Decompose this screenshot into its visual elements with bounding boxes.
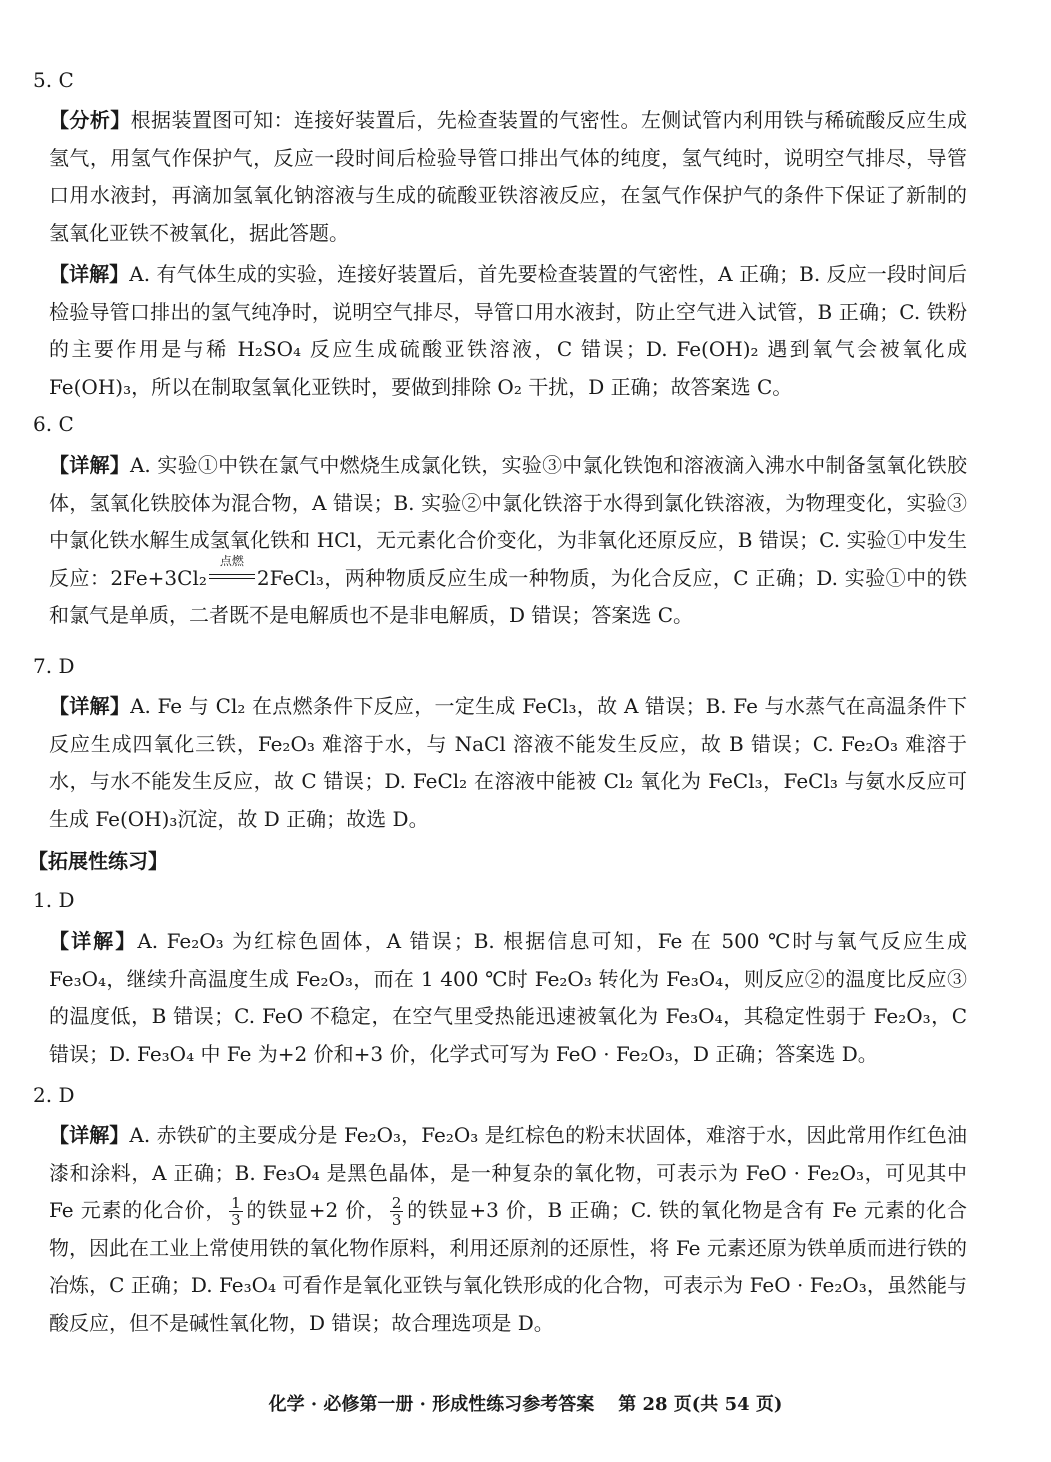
question-6-detail	[49, 447, 967, 635]
question-7-number: 7. D	[33, 654, 75, 678]
analysis-text: 根据装置图可知：连接好装置后，先检查装置的气密性。左侧试管内利用铁与稀硫酸反应生成氢气，用氢气作保护气，反应一段时间后检验导管口排出气体的纯度，氢气纯时，说明空气排尽，导管口用水液封，再滴加氢氧化钠溶液与生成的硫酸亚铁溶液反应，在氢气作保护气的条件下保证了新制的氢氧化亚铁不被氧化，据此答题。	[49, 108, 968, 245]
detail-text: A. Fe 与 Cl₂ 在点燃条件下反应，一定生成 FeCl₃，故 A 错误；B. Fe 与水蒸气在高温条件下反应生成四氧化三铁，Fe₂O₃ 难溶于水，与 NaCl 溶液不能发生反应，故 B 错误；C. Fe₂O₃ 难溶于水，与水不能发生反应，故 C 错误；D. FeCl₂ 在溶液中能被 Cl₂ 氧化为 FeCl₃，FeCl₃ 与氨水反应可生成 Fe(OH)₃沉淀，故 D 正确；故选 D。	[49, 694, 967, 831]
detail-tag: 【详解】	[49, 453, 130, 477]
analysis-tag: 【分析】	[49, 108, 131, 132]
fraction-numerator: 2	[391, 1194, 402, 1212]
page-footer	[0, 1393, 1051, 1417]
detail-tag: 【详解】	[49, 694, 131, 718]
exercise-1-detail	[49, 923, 967, 1073]
question-5-analysis	[49, 102, 967, 252]
detail-text-cont: 的铁显+2 价，	[245, 1198, 387, 1222]
detail-text: A. 实验①中铁在氯气中燃烧生成氯化铁，实验③中氯化铁饱和溶液滴入沸水中制备氢氧化铁胶体，氢氧化铁胶体为混合物，A 错误；B. 实验②中氯化铁溶于水得到氯化铁溶液，为物理变化，实验③中氯化铁水解生成氢氧化铁和 HCl，无元素化合价变化，为非氧化还原反应，B 错误；C. 实验①中发生反应：2Fe+3Cl₂	[49, 453, 967, 590]
reaction-condition	[207, 553, 257, 585]
question-5-detail	[49, 256, 967, 406]
detail-text: A. 赤铁矿的主要成分是 Fe₂O₃，Fe₂O₃ 是红棕色的粉末状固体，难溶于水，因此常用作红色油漆和涂料，A 正确；B. Fe₃O₄ 是黑色晶体，是一种复杂的氧化物，可表示为 FeO · Fe₂O₃，可见其中 Fe 元素的化合价，	[49, 1123, 968, 1222]
equals-sign	[209, 574, 255, 579]
detail-tag: 【详解】	[49, 929, 138, 953]
fraction-numerator: 1	[231, 1194, 241, 1212]
fraction-one-third	[229, 1195, 243, 1228]
question-6-number: 6. C	[33, 412, 74, 436]
detail-text: A. Fe₂O₃ 为红棕色固体，A 错误；B. 根据信息可知，Fe 在 500 ℃时与氧气反应生成 Fe₃O₄，继续升高温度生成 Fe₂O₃，而在 1 400 ℃时 Fe₂O₃ 转化为 Fe₃O₄，则反应②的温度比反应③的温度低，B 错误；C. FeO 不稳定，在空气里受热能迅速被氧化为 Fe₃O₄，其稳定性弱于 Fe₂O₃，C 错误；D. Fe₃O₄ 中 Fe 为+2 价和+3 价，化学式可写为 FeO · Fe₂O₃，D 正确；答案选 D。	[49, 929, 967, 1066]
condition-label: 点燃	[219, 553, 244, 568]
question-5-number: 5. C	[33, 68, 74, 92]
fraction-denominator: 3	[391, 1211, 402, 1229]
page-number: 第 28 页(共 54 页)	[618, 1394, 783, 1415]
detail-text-cont: 2FeCl₃，两种物质反应生成一种物质，为化合反应，C 正确；D. 实验①中的铁和氯气是单质，二者既不是电解质也不是非电解质，D 错误；答案选 C。	[49, 565, 968, 627]
fraction-two-thirds	[390, 1195, 404, 1228]
section-title: 【拓展性练习】	[28, 849, 168, 873]
detail-text-end: 的铁显+3 价，B 正确；C. 铁的氧化物是含有 Fe 元素的化合物，因此在工业上常使用铁的氧化物作原料，利用还原剂的还原性，将 Fe 元素还原为铁单质而进行铁的冶炼，C 正确；D. Fe₃O₄ 可看作是氧化亚铁与氧化铁形成的化合物，可表示为 FeO · Fe₂O₃，虽然能与酸反应，但不是碱性氧化物，D 错误；故合理选项是 D。	[49, 1198, 967, 1335]
footer-book-title: 化学 · 必修第一册 · 形成性练习参考答案	[268, 1394, 595, 1415]
exercise-1-number: 1. D	[33, 888, 75, 912]
detail-tag: 【详解】	[49, 262, 130, 286]
question-7-detail	[49, 688, 967, 838]
exercise-2-detail	[49, 1117, 967, 1342]
detail-text: A. 有气体生成的实验，连接好装置后，首先要检查装置的气密性，A 正确；B. 反应一段时间后检验导管口排出的氢气纯净时，说明空气排尽，导管口用水液封，防止空气进入试管，B 正确；C. 铁粉的主要作用是与稀 H₂SO₄ 反应生成硫酸亚铁溶液，C 错误；D. Fe(OH)₂ 遇到氧气会被氧化成 Fe(OH)₃，所以在制取氢氧化亚铁时，要做到排除 O₂ 干扰，D 正确；故答案选 C。	[49, 262, 968, 399]
fraction-denominator: 3	[231, 1211, 241, 1229]
exercise-2-number: 2. D	[33, 1083, 75, 1107]
detail-tag: 【详解】	[49, 1123, 130, 1147]
